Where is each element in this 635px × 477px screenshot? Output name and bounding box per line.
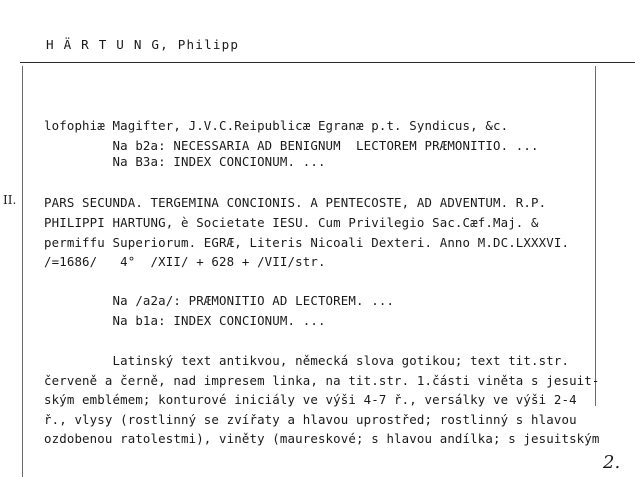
text-line: permiffu Superiorum. EGRÆ, Literis Nicoali Dexteri. Anno M.DC.LXXXVI. <box>44 235 570 250</box>
page-number: 2. <box>603 452 621 473</box>
text-line: Na B3a: INDEX CONCIONUM. ... <box>44 154 326 169</box>
card-heading: H Ä R T U N G, Philipp <box>46 37 240 52</box>
text-line: ozdobenou ratolestmi), viněty (maureskové; s hlavou andílka; s jesuitským <box>44 431 600 446</box>
heading-rule <box>20 62 635 63</box>
text-line: červeně a černě, nad impresem linka, na tit.str. 1.části viněta s jesuit- <box>44 373 600 388</box>
text-line: Na /a2a/: PRÆMONITIO AD LECTOREM. ... <box>44 293 395 308</box>
text-line: Na b2a: NECESSARIA AD BENIGNUM LECTOREM PRÆMONITIO. ... <box>44 138 539 153</box>
text-line: ř., vlysy (rostlinný se zvířaty a hlavou uprostřed; rostlinný s hlavou <box>44 412 577 427</box>
left-margin-line <box>22 66 23 477</box>
text-line: /=1686/ 4° /XII/ + 628 + /VII/str. <box>44 254 326 269</box>
right-margin-line <box>595 66 596 406</box>
text-line: PHILIPPI HARTUNG, è Societate IESU. Cum Privilegio Sac.Cæf.Maj. & <box>44 215 539 230</box>
text-line: ským emblémem; konturové iniciály ve výši 4-7 ř., versálky ve výši 2-4 <box>44 392 577 407</box>
text-line: Latinský text antikvou, německá slova gotikou; text tit.str. <box>44 353 570 368</box>
text-line: lofophiæ Magifter, J.V.C.Reipublicæ Egranæ p.t. Syndicus, &c. <box>44 118 509 133</box>
section-margin-mark: II. <box>3 193 17 207</box>
text-line: PARS SECUNDA. TERGEMINA CONCIONIS. A PENTECOSTE, AD ADVENTUM. R.P. <box>44 195 547 210</box>
text-line: Na b1a: INDEX CONCIONUM. ... <box>44 313 326 328</box>
